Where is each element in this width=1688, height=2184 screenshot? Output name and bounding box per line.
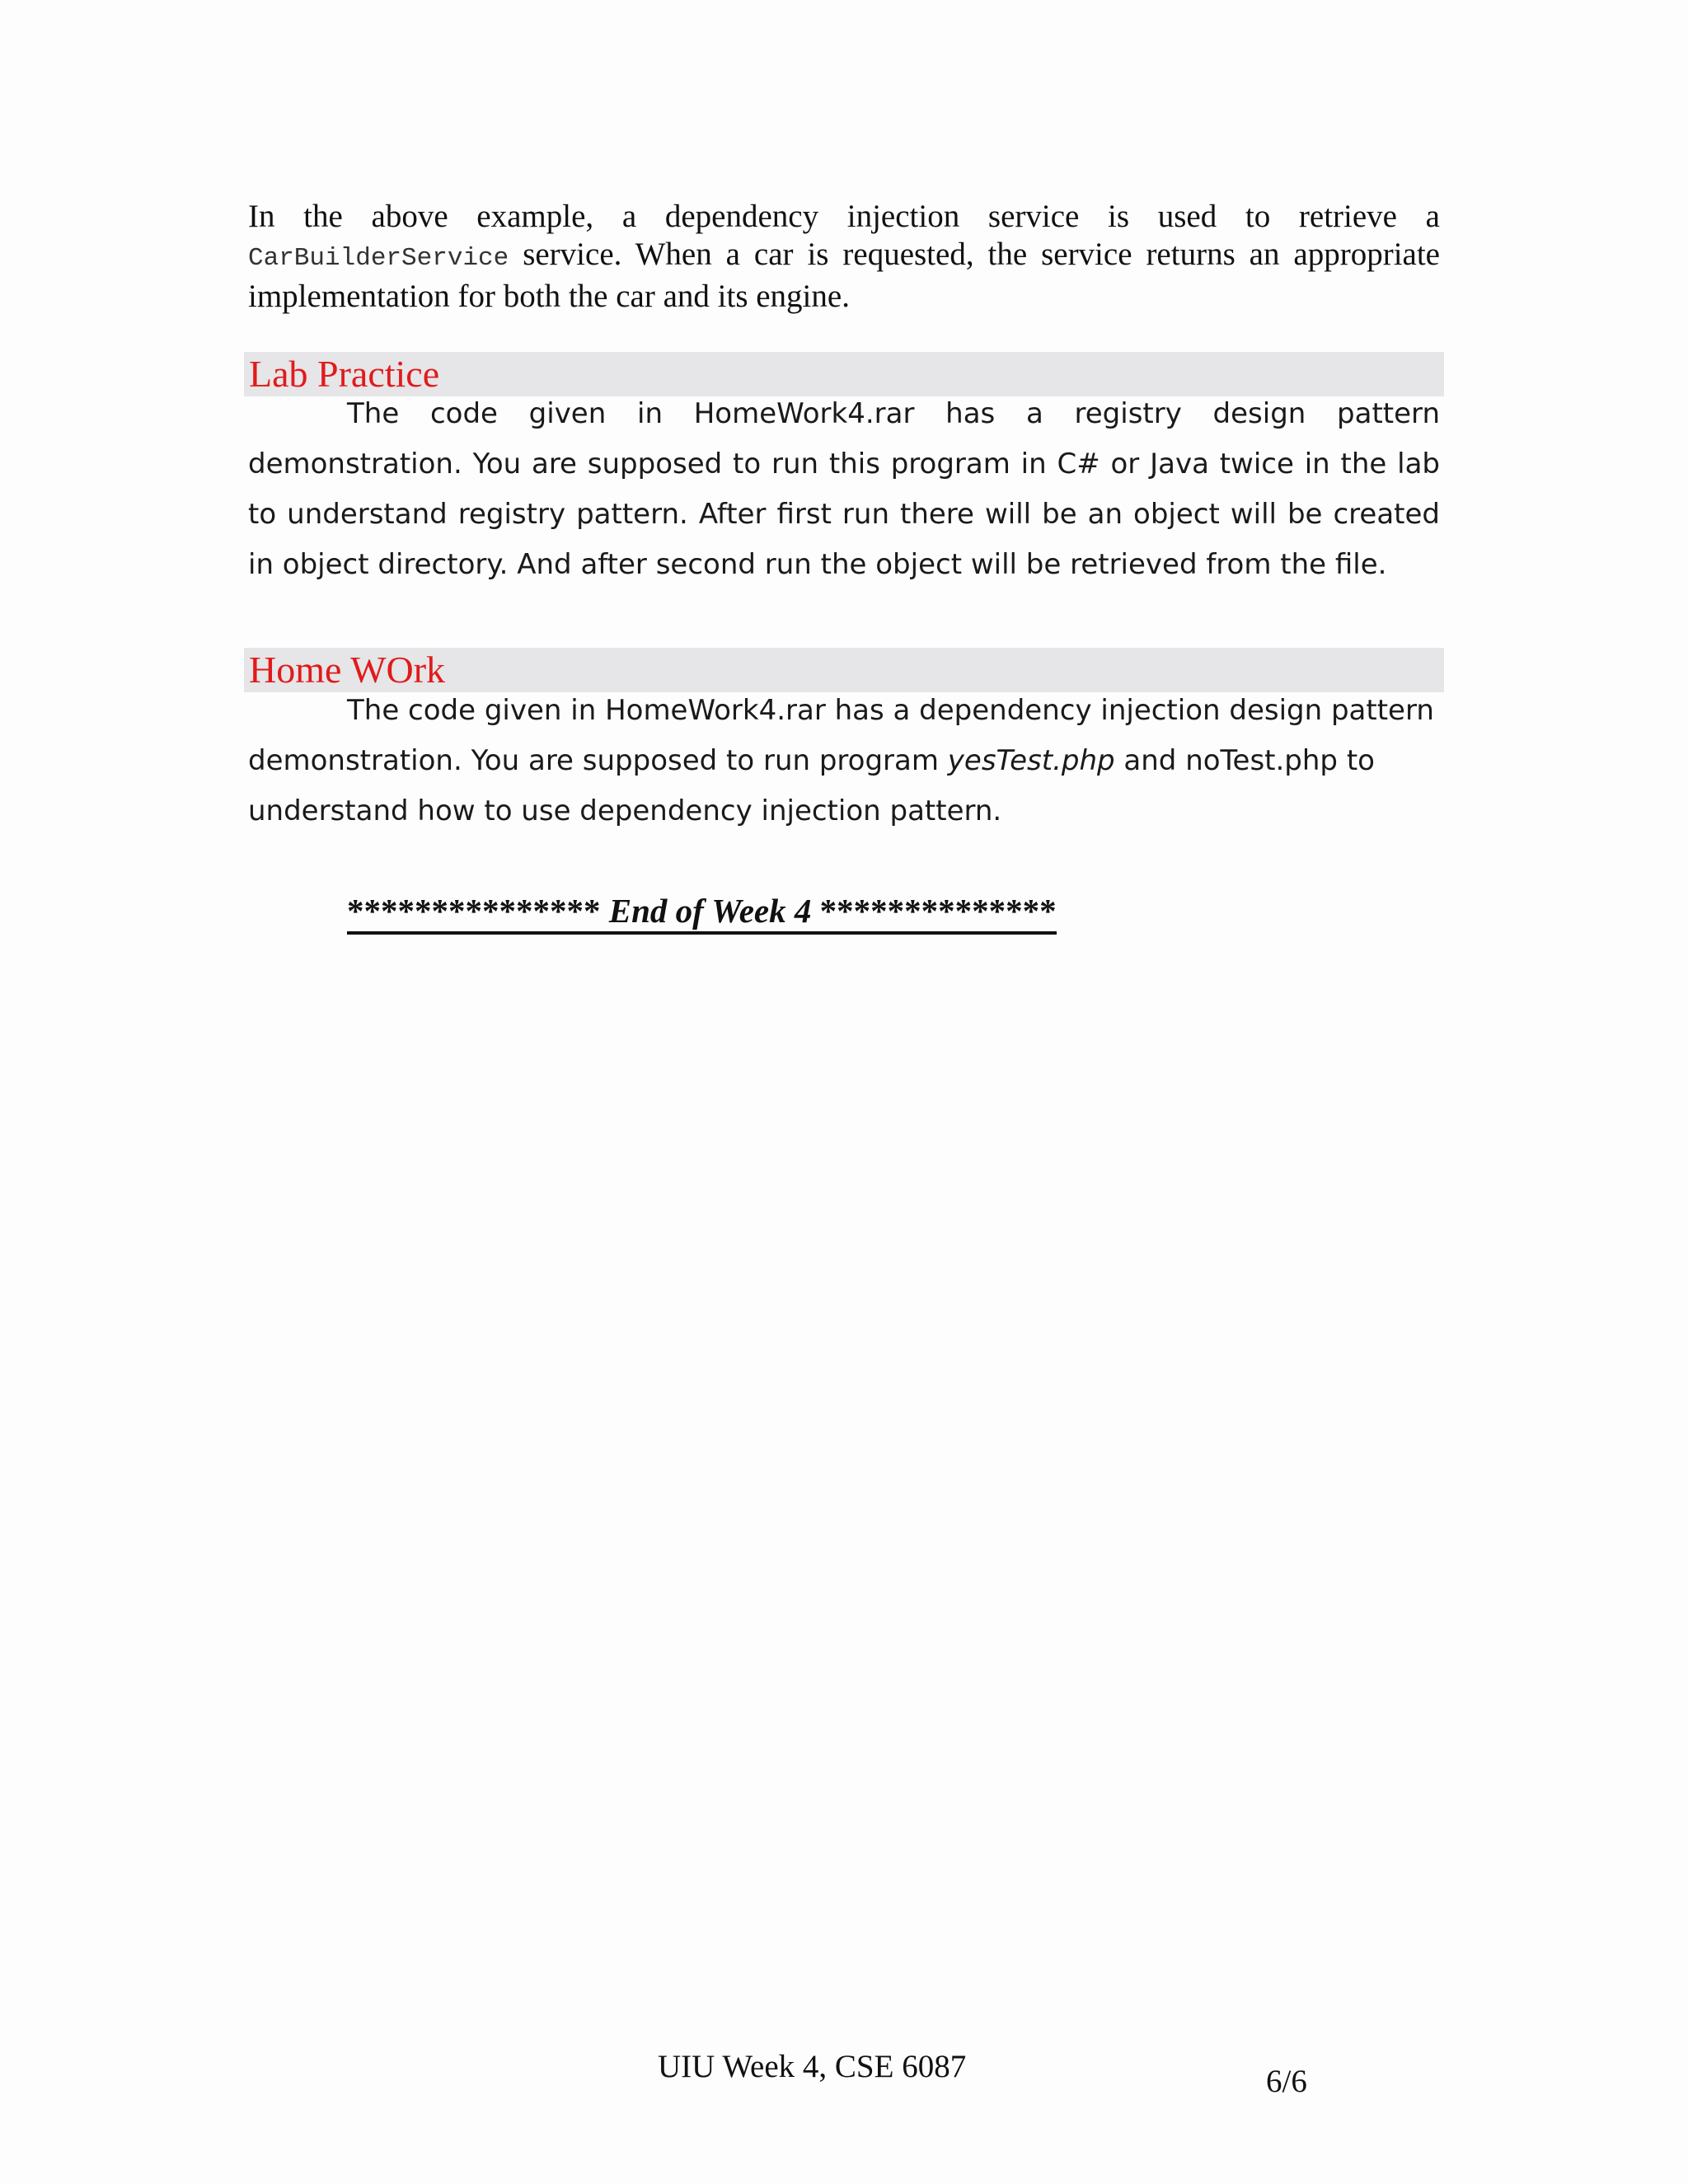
end-of-week-marker [347, 890, 1057, 935]
intro-rest: service. When a car is requested, the service returns an appropriate implementation for both the car and its engine. [248, 237, 1440, 314]
end-marker-right-stars: ************** [811, 892, 1057, 930]
end-marker-left-stars: *************** [347, 892, 609, 930]
lab-practice-heading: Lab Practice [244, 352, 1444, 396]
home-work-heading: Home WOrk [244, 648, 1444, 692]
lab-practice-text: demonstration. You are supposed to run this program in C# or Java twice in the lab to understand registry pattern. After first run there will be an object will be created in object directory. And after second run the object will be retrieved from the file. [248, 448, 1440, 581]
home-work-body [248, 686, 1440, 837]
intro-line-1: In the above example, a dependency injection service is used to retrieve a [248, 199, 1440, 234]
home-work-first-line: The code given in HomeWork4.rar has a dependency injection design pattern [347, 694, 1434, 727]
lab-practice-body [248, 389, 1440, 590]
intro-paragraph [248, 198, 1440, 316]
yes-test-filename: yesTest.php [947, 744, 1115, 777]
lab-practice-first-line: The code given in HomeWork4.rar has a registry design pattern [347, 397, 1440, 430]
home-work-text-before: demonstration. You are supposed to run program [248, 744, 948, 777]
page-number: 6/6 [1266, 2064, 1307, 2099]
code-term: CarBuilderService [248, 244, 509, 273]
home-work-text-after: and noTest.php to understand how to use dependency injection pattern. [248, 744, 1375, 827]
end-marker-text: End of Week 4 [608, 892, 812, 930]
home-work-text [248, 736, 1440, 837]
footer-course: UIU Week 4, CSE 6087 [658, 2049, 967, 2084]
